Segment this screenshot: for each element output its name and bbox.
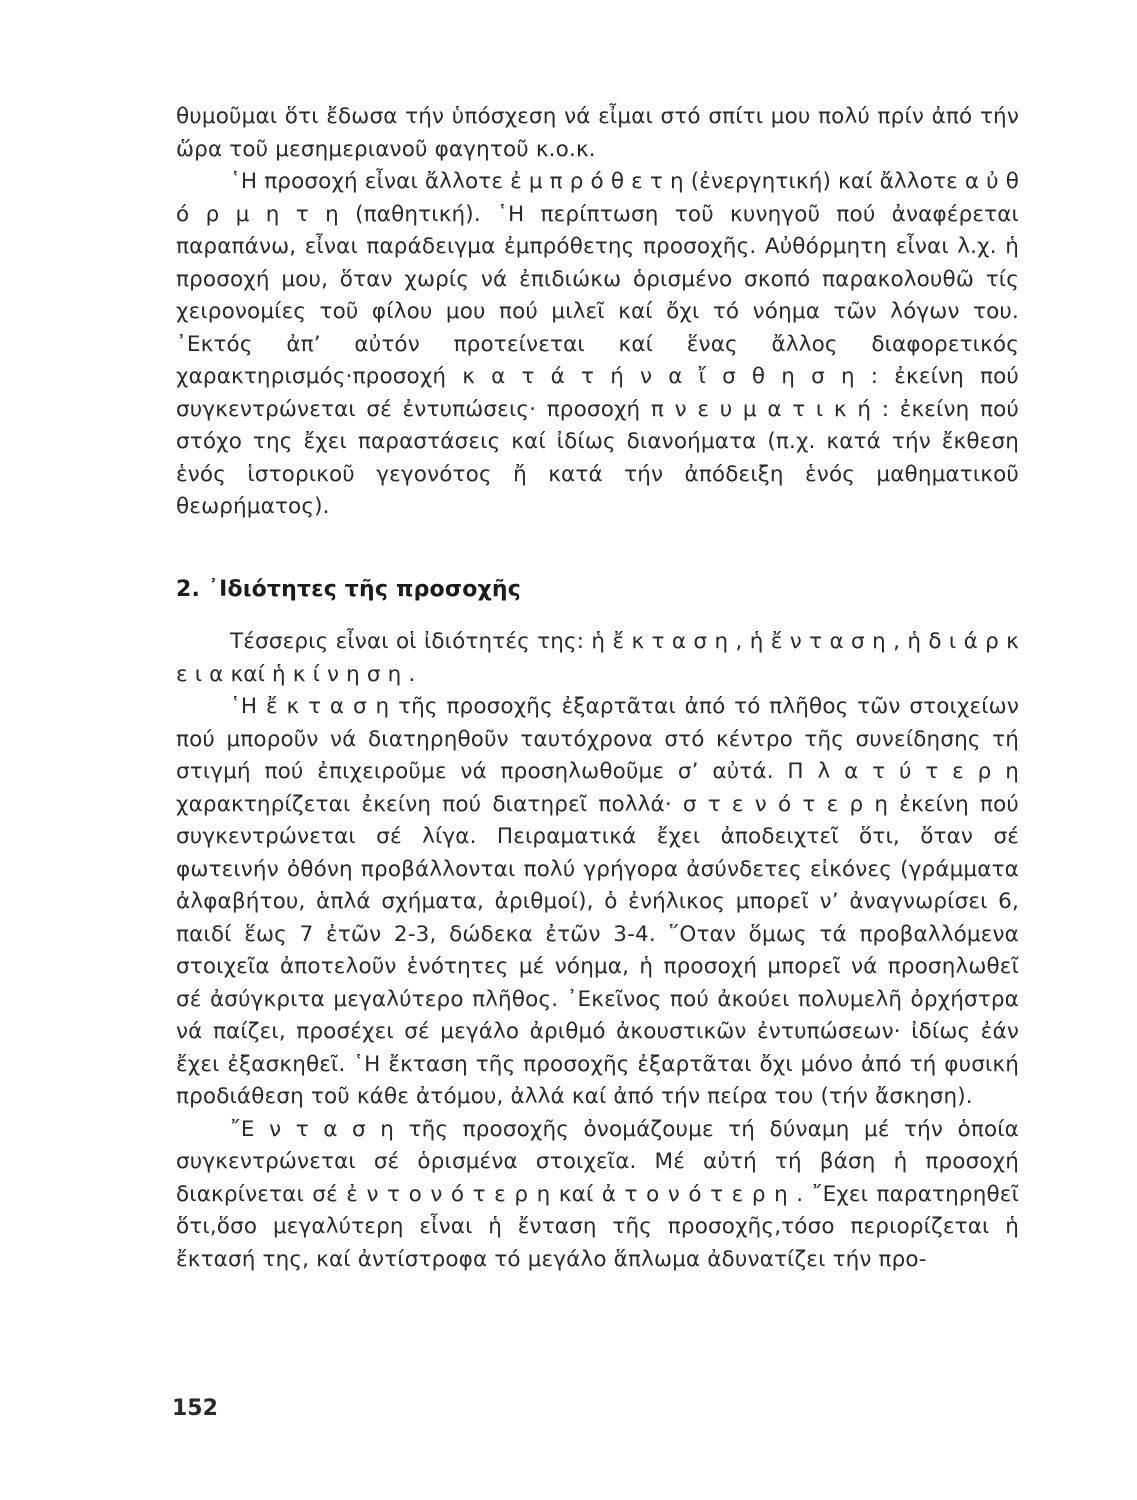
- paragraph: ῎Ε ν τ α σ η τῆς προσοχῆς ὀνομάζουμε τή δύναμη μέ τήν ὁποία συγκεντρώνεται σέ ὁρισμένα στοιχεῖα. Μέ αὐτή τή βάση ἡ προσοχή διακρίνεται σέ ἐ ν τ ο ν ό τ ε ρ η καί ἀ τ ο ν ό τ ε ρ η . ῎Εχει παρατηρηθεῖ ὅτι,ὅσο μεγαλύτερη εἶναι ἡ ἔνταση τῆς προσοχῆς,τόσο περιορίζεται ἡ ἔκτασή της, καί ἀντίστροφα τό μεγάλο ἅπλωμα ἀδυνατίζει τήν προ-: [176, 1116, 1019, 1272]
- paragraph: θυμοῦμαι ὅτι ἔδωσα τήν ὑπόσχεση νά εἶμαι στό σπίτι μου πολύ πρίν ἀπό τήν ὥρα τοῦ μεσημεριανοῦ φαγητοῦ κ.ο.κ.: [176, 104, 1019, 162]
- paragraph: ῾Η προσοχή εἶναι ἄλλοτε ἐ μ π ρ ό θ ε τ η (ἐνεργητική) καί ἄλλοτε α ὐ θ ό ρ μ η τ η (παθητική). ῾Η περίπτωση τοῦ κυνηγοῦ πού ἀναφέρεται παραπάνω, εἶναι παράδειγμα ἐμπρόθετης προσοχῆς. Αὐθόρμητη εἶναι λ.χ. ἡ προσοχή μου, ὅταν χωρίς νά ἐπιδιώκω ὁρισμένο σκοπό παρακολουθῶ τίς χειρονομίες τοῦ φίλου μου πού μιλεῖ καί ὄχι τό νόημα τῶν λόγων του. ᾿Εκτός ἀπ’ αὐτόν προτείνεται καί ἕνας ἄλλος διαφορετικός χαρακτηρισμός·προσοχή κ α τ ά τ ή ν α ἴ σ θ η σ η : ἐκείνη πού συγκεντρώνεται σέ ἐντυπώσεις· προσοχή π ν ε υ μ α τ ι κ ή : ἐκείνη πού στόχο της ἔχει παραστάσεις καί ἰδίως διανοήματα (π.χ. κατά τήν ἔκθεση ἑνός ἱστορικοῦ γεγονότος ἤ κατά τήν ἀπόδειξη ἑνός μαθηματικοῦ θεωρήματος).: [176, 169, 1020, 519]
- paragraph: ῾Η ἔ κ τ α σ η τῆς προσοχῆς ἐξαρτᾶται ἀπό τό πλῆθος τῶν στοιχείων πού μποροῦν νά διατηρηθοῦν ταυτόχρονα στό κέντρο τῆς συνείδησης τή στιγμή πού ἐπιχειροῦμε νά προσηλωθοῦμε σ’ αὐτά. Π λ α τ ύ τ ε ρ η χαρακτηρίζεται ἐκείνη πού διατηρεῖ πολλά· σ τ ε ν ό τ ε ρ η ἐκείνη πού συγκεντρώνεται σέ λίγα. Πειραματικά ἔχει ἀποδειχτεῖ ὅτι, ὅταν σέ φωτεινήν ὀθόνη προβάλλονται πολύ γρήγορα ἀσύνδετες εἰκόνες (γράμματα ἀλφαβήτου, ἁπλά σχήματα, ἀριθμοί), ὁ ἐνήλικος μπορεῖ ν’ ἀναγνωρίσει 6, παιδί ἕως 7 ἐτῶν 2-3, δώδεκα ἐτῶν 3-4. ῞Οταν ὅμως τά προβαλλόμενα στοιχεῖα ἀποτελοῦν ἑνότητες μέ νόημα, ἡ προσοχή μπορεῖ νά προσηλωθεῖ σέ ἀσύγκριτα μεγαλύτερο πλῆθος. ᾿Εκεῖνος πού ἀκούει πολυμελῆ ὀρχήστρα νά παίζει, προσέχει σέ μεγάλο ἀριθμό ἀκουστικῶν ἐντυπώσεων· ἰδίως ἐάν ἔχει ἐξασκηθεῖ. ῾Η ἔκταση τῆς προσοχῆς ἐξαρτᾶται ὄχι μόνο ἀπό τή φυσική προδιάθεση τοῦ κάθε ἀτόμου, ἀλλά καί ἀπό τήν πείρα του (τήν ἄσκηση).: [176, 694, 1019, 1109]
- text-block-top: [176, 101, 1019, 524]
- section-heading: 2. ᾿Ιδιότητες τῆς προσοχῆς: [176, 577, 522, 602]
- paragraph: Τέσσερις εἶναι οἱ ἰδιότητές της: ἡ ἔ κ τ α σ η , ἡ ἔ ν τ α σ η , ἡ δ ι ά ρ κ ε ι α καί ἡ κ ί ν η σ η .: [176, 629, 1019, 687]
- page-number: 152: [172, 1396, 218, 1421]
- text-block-bottom: [176, 626, 1019, 1276]
